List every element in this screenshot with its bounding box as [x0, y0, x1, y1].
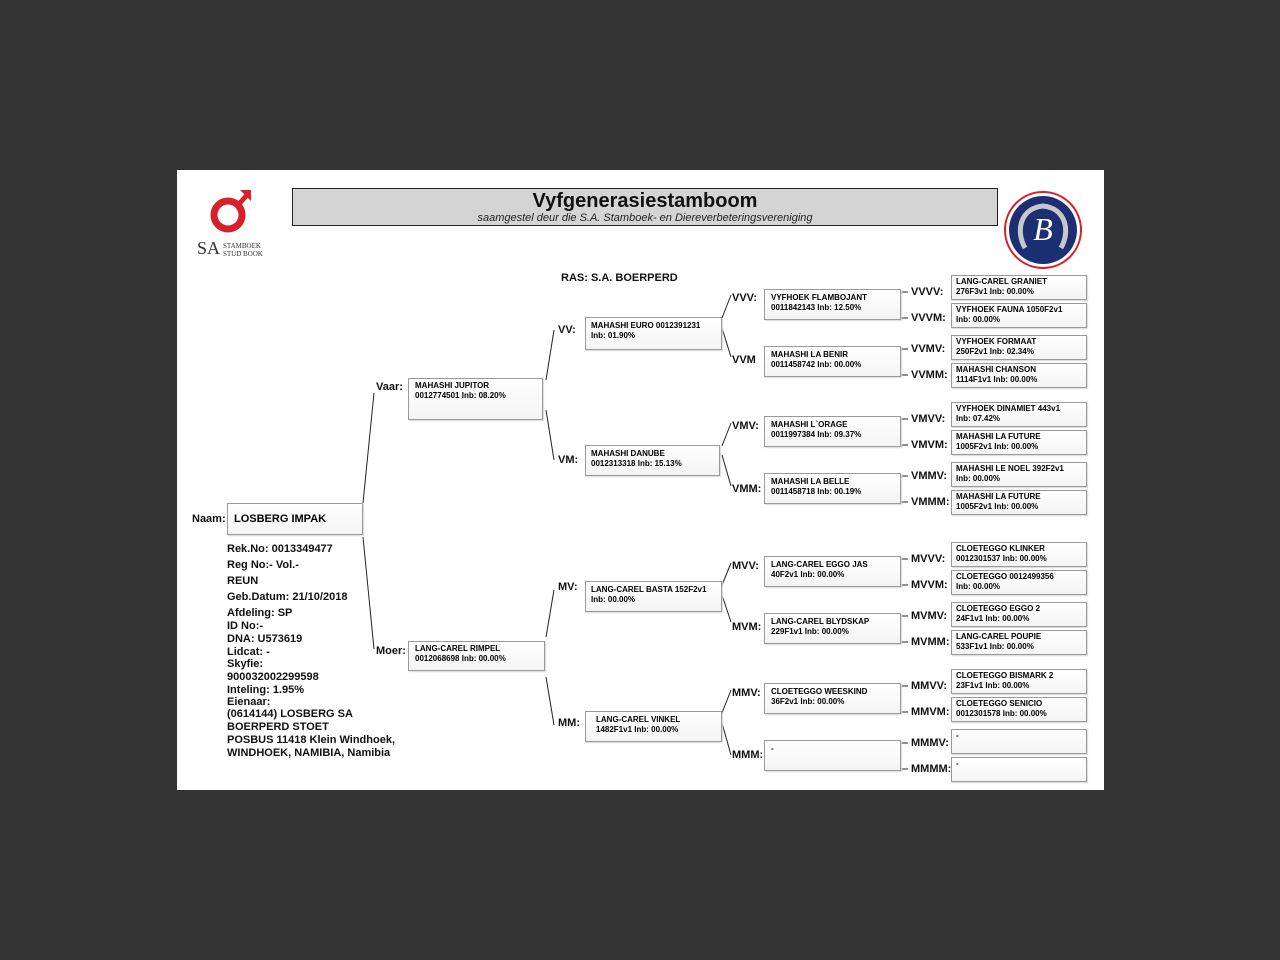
gen3-label: MM:: [558, 717, 580, 729]
birth-date: Geb.Datum: 21/10/2018: [227, 591, 348, 603]
ancestor-box: [585, 581, 722, 612]
skyfie-label: Skyfie:: [227, 658, 264, 670]
ancestor-box: [951, 462, 1087, 487]
subject-name-box: [227, 503, 363, 535]
ancestor-name: MAHASHI EURO 0012391231: [591, 321, 701, 330]
ancestor-name: CLOETEGGO SENICIO: [956, 699, 1043, 708]
ancestor-details: Inb: 01.90%: [591, 331, 636, 340]
gen4-label: VVM: [732, 354, 756, 366]
page-subtitle: saamgestel deur die S.A. Stamboek- en Diereverbeteringsvereniging: [477, 212, 813, 224]
ancestor-box: [951, 430, 1087, 455]
ancestor-details: 23F1v1 Inb: 00.00%: [956, 681, 1030, 690]
ancestor-name: -: [771, 744, 774, 753]
gen4-label: VVV:: [732, 292, 758, 304]
ancestor-box: [951, 335, 1087, 360]
gen5-label: VMVM:: [911, 439, 948, 451]
ancestor-details: 0012774501 Inb: 08.20%: [415, 391, 506, 400]
ancestor-name: VYFHOEK FLAMBOJANT: [771, 293, 867, 302]
ancestor-box: [764, 683, 901, 714]
afdeling: Afdeling: SP: [227, 607, 293, 619]
ancestor-details: 0011997384 Inb: 09.37%: [771, 430, 862, 439]
ancestor-name: MAHASHI LA FUTURE: [956, 492, 1041, 501]
ancestor-box: [408, 641, 545, 671]
gen4-label: MVM:: [732, 621, 762, 633]
gen3-label: VM:: [558, 454, 579, 466]
ancestor-name: CLOETEGGO WEESKIND: [771, 687, 868, 696]
ancestor-details: 40F2v1 Inb: 00.00%: [771, 570, 845, 579]
gen2-label: Vaar:: [376, 381, 403, 393]
gen3-label: VV:: [558, 324, 576, 336]
ancestor-box: [951, 570, 1087, 595]
gen5-label: VVMV:: [911, 343, 946, 355]
ancestor-details: 276F3v1 Inb: 00.00%: [956, 287, 1034, 296]
ancestor-box: [764, 613, 901, 644]
ancestor-box: [951, 363, 1087, 388]
ancestor-name: CLOETEGGO KLINKER: [956, 544, 1045, 553]
id-no: ID No:-: [227, 620, 264, 632]
page-title: Vyfgenerasiestamboom: [532, 190, 758, 212]
ancestor-box: [951, 669, 1087, 694]
ancestor-name: VYFHOEK FAUNA 1050F2v1: [956, 305, 1063, 314]
ancestor-box: [951, 402, 1087, 427]
ancestor-box: [951, 490, 1087, 515]
ancestor-details: 1482F1v1 Inb: 00.00%: [596, 725, 679, 734]
ancestor-details: 1005F2v1 Inb: 00.00%: [956, 442, 1039, 451]
ancestor-box: [951, 697, 1087, 722]
ancestor-name: MAHASHI LA BELLE: [771, 477, 850, 486]
ancestor-details: 1114F1v1 Inb: 00.00%: [956, 375, 1038, 384]
gen5-label: VMMV:: [911, 470, 948, 482]
gen5-label: VMMM:: [911, 496, 950, 508]
breed-label: RAS: S.A. BOERPERD: [561, 272, 678, 284]
ancestor-box: [764, 289, 901, 320]
gen5-label: VMVV:: [911, 413, 946, 425]
gen5-label: MVVV:: [911, 553, 946, 565]
ancestor-name: CLOETEGGO EGGO 2: [956, 604, 1041, 613]
gender-symbol-icon: [205, 188, 255, 238]
ancestor-name: MAHASHI JUPITOR: [415, 381, 490, 390]
ancestor-details: 0012313318 Inb: 15.13%: [591, 459, 682, 468]
gen5-label: MMMM:: [911, 763, 952, 775]
ancestor-box: [585, 317, 722, 350]
gen5-label: MMVM:: [911, 706, 950, 718]
gen2-label: Moer:: [376, 645, 406, 657]
ancestor-box: [764, 473, 901, 504]
ancestor-box: [585, 445, 720, 476]
ancestor-details: Inb: 00.00%: [956, 315, 1001, 324]
ancestor-details: 229F1v1 Inb: 00.00%: [771, 627, 849, 636]
owner-line-2: BOERPERD STOET: [227, 721, 329, 733]
gen5-label: MVMM:: [911, 636, 950, 648]
pedigree-sheet: [177, 170, 1104, 790]
gen4-label: MMM:: [732, 749, 764, 761]
ancestor-name: MAHASHI LA BENIR: [771, 350, 849, 359]
gen5-label: VVMM:: [911, 369, 948, 381]
subject-label: Naam:: [192, 513, 226, 525]
ancestor-details: 0011458742 Inb: 00.00%: [771, 360, 862, 369]
logo-stamboek-text: STAMBOEK: [223, 242, 261, 250]
ancestor-details: 0012301578 Inb: 00.00%: [956, 709, 1047, 718]
skyfie-number: 900032002299598: [227, 671, 319, 683]
gen5-label: MMMV:: [911, 737, 949, 749]
ancestor-details: 36F2v1 Inb: 00.00%: [771, 697, 845, 706]
ancestor-box: [408, 378, 543, 420]
ancestor-details: 24F1v1 Inb: 00.00%: [956, 614, 1030, 623]
ancestor-box: [764, 346, 901, 377]
ancestor-box: [585, 711, 722, 742]
gen3-label: MV:: [558, 581, 578, 593]
gen4-label: VMM:: [732, 483, 762, 495]
subject-name: LOSBERG IMPAK: [234, 513, 327, 525]
eienaar-label: Eienaar:: [227, 696, 271, 708]
ancestor-name: LANG-CAREL EGGO JAS: [771, 560, 868, 569]
rek-no: Rek.No: 0013349477: [227, 543, 333, 555]
ancestor-name: MAHASHI L`ORAGE: [771, 420, 848, 429]
gen4-label: VMV:: [732, 420, 759, 432]
gen4-label: MMV:: [732, 687, 761, 699]
ancestor-box: [764, 556, 901, 587]
gen5-label: MVVM:: [911, 579, 948, 591]
ancestor-box: [764, 740, 901, 771]
ancestor-details: 0011458718 Inb: 00.19%: [771, 487, 862, 496]
ancestor-box: [951, 602, 1087, 627]
sex: REUN: [227, 575, 259, 587]
ancestor-box: [951, 275, 1087, 300]
ancestor-name: VYFHOEK FORMAAT: [956, 337, 1037, 346]
gen5-label: VVVV:: [911, 286, 944, 298]
lidcat: Lidcat: -: [227, 646, 270, 658]
ancestor-box: [951, 303, 1087, 328]
ancestor-details: Inb: 07.42%: [956, 414, 1001, 423]
owner-line-3: POSBUS 11418 Klein Windhoek,: [227, 734, 396, 746]
inteling: Inteling: 1.95%: [227, 684, 305, 696]
ancestor-details: 0012068698 Inb: 00.00%: [415, 654, 506, 663]
gen5-label: MVMV:: [911, 610, 948, 622]
gen4-label: MVV:: [732, 560, 759, 572]
logo-letter: B: [1033, 211, 1053, 247]
ancestor-details: 0011842143 Inb: 12.50%: [771, 303, 862, 312]
logo-studbook-text: STUD BOOK: [223, 250, 263, 258]
ancestor-name: VYFHOEK DINAMIET 443v1: [956, 404, 1061, 413]
ancestor-name: LANG-CAREL BLYDSKAP: [771, 617, 870, 626]
ancestor-box: [951, 630, 1087, 655]
gen5-label: VVVM:: [911, 312, 946, 324]
dna: DNA: U573619: [227, 633, 303, 645]
ancestor-box: [764, 416, 901, 447]
ancestor-box: [951, 542, 1087, 567]
ancestor-name: LANG-CAREL BASTA 152F2v1: [591, 585, 707, 594]
ancestor-name: -: [956, 731, 959, 740]
ancestor-details: 0012301537 Inb: 00.00%: [956, 554, 1047, 563]
ancestor-name: -: [956, 759, 959, 768]
ancestor-name: MAHASHI DANUBE: [591, 449, 665, 458]
ancestor-name: CLOETEGGO BISMARK 2: [956, 671, 1054, 680]
ancestor-box: [951, 729, 1087, 754]
ancestor-details: Inb: 00.00%: [591, 595, 636, 604]
ancestor-details: 1005F2v1 Inb: 00.00%: [956, 502, 1039, 511]
ancestor-name: MAHASHI CHANSON: [956, 365, 1036, 374]
ancestor-details: 533F1v1 Inb: 00.00%: [956, 642, 1034, 651]
owner-line-1: (0614144) LOSBERG SA: [227, 708, 353, 720]
owner-line-4: WINDHOEK, NAMIBIA, Namibia: [227, 747, 391, 759]
ancestor-name: CLOETEGGO 0012499356: [956, 572, 1054, 581]
ancestor-name: LANG-CAREL POUPIE: [956, 632, 1042, 641]
ancestor-box: [951, 757, 1087, 782]
boerperd-horseshoe-logo: [1003, 190, 1083, 270]
ancestor-details: 250F2v1 Inb: 02.34%: [956, 347, 1034, 356]
gen5-label: MMVV:: [911, 680, 948, 692]
title-banner: [292, 188, 998, 226]
logo-sa-text: SA: [197, 238, 221, 258]
ancestor-name: MAHASHI LA FUTURE: [956, 432, 1041, 441]
ancestor-name: MAHASHI LE NOEL 392F2v1: [956, 464, 1064, 473]
ancestor-name: LANG-CAREL GRANIET: [956, 277, 1047, 286]
sa-studbook-logo: [195, 188, 273, 260]
ancestor-name: LANG-CAREL VINKEL: [596, 715, 681, 724]
ancestor-details: Inb: 00.00%: [956, 582, 1001, 591]
ancestor-details: Inb: 00.00%: [956, 474, 1001, 483]
ancestor-name: LANG-CAREL RIMPEL: [415, 644, 501, 653]
reg-no: Reg No:- Vol.-: [227, 559, 299, 571]
